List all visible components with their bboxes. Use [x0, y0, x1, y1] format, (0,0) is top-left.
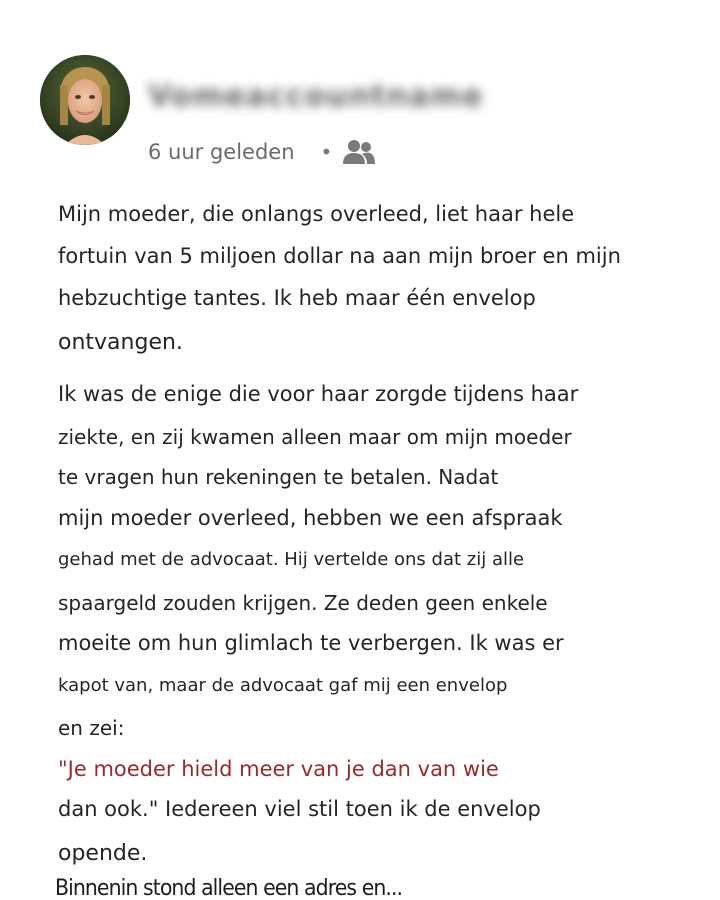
post-text-line: ontvangen.: [58, 330, 183, 355]
account-name[interactable]: Vomeaccountname: [148, 79, 484, 114]
post-text-line: Mijn moeder, die onlangs overleed, liet haar hele: [58, 202, 575, 226]
post-text-line: opende.: [58, 841, 148, 866]
timestamp[interactable]: 6 uur geleden: [148, 140, 295, 164]
post-text-line-cut: Binnenin stond alleen een adres en...: [55, 876, 403, 900]
post-text-line: moeite om hun glimlach te verbergen. Ik was er: [58, 631, 564, 655]
post-header: [40, 55, 640, 175]
quote-text-line: "Je moeder hield meer van je dan van wie: [58, 757, 499, 781]
post-text-line: fortuin van 5 miljoen dollar na aan mijn broer en mijn: [58, 244, 621, 268]
post-text-line: hebzuchtige tantes. Ik heb maar één envelop: [58, 286, 536, 310]
post-text-line: kapot van, maar de advocaat gaf mij een envelop: [58, 675, 508, 696]
meta-separator: •: [320, 140, 333, 164]
post-text-line: Ik was de enige die voor haar zorgde tijdens haar: [58, 382, 579, 406]
avatar[interactable]: [40, 55, 130, 145]
post-meta: [148, 137, 376, 167]
post-text-line: ziekte, en zij kwamen alleen maar om mijn moeder: [58, 425, 572, 449]
avatar-photo: [40, 55, 130, 145]
friends-icon[interactable]: [342, 138, 376, 166]
post-text-line: dan ook." Iedereen viel stil toen ik de envelop: [58, 797, 541, 821]
text-fade: [520, 878, 640, 900]
post-text-line: en zei:: [58, 716, 125, 740]
post-text-line: gehad met de advocaat. Hij vertelde ons dat zij alle: [58, 549, 525, 570]
post-text-line: mijn moeder overleed, hebben we een afspraak: [58, 506, 563, 530]
post-text-line: te vragen hun rekeningen te betalen. Nadat: [58, 465, 499, 489]
post-text-line: spaargeld zouden krijgen. Ze deden geen enkele: [58, 591, 548, 615]
